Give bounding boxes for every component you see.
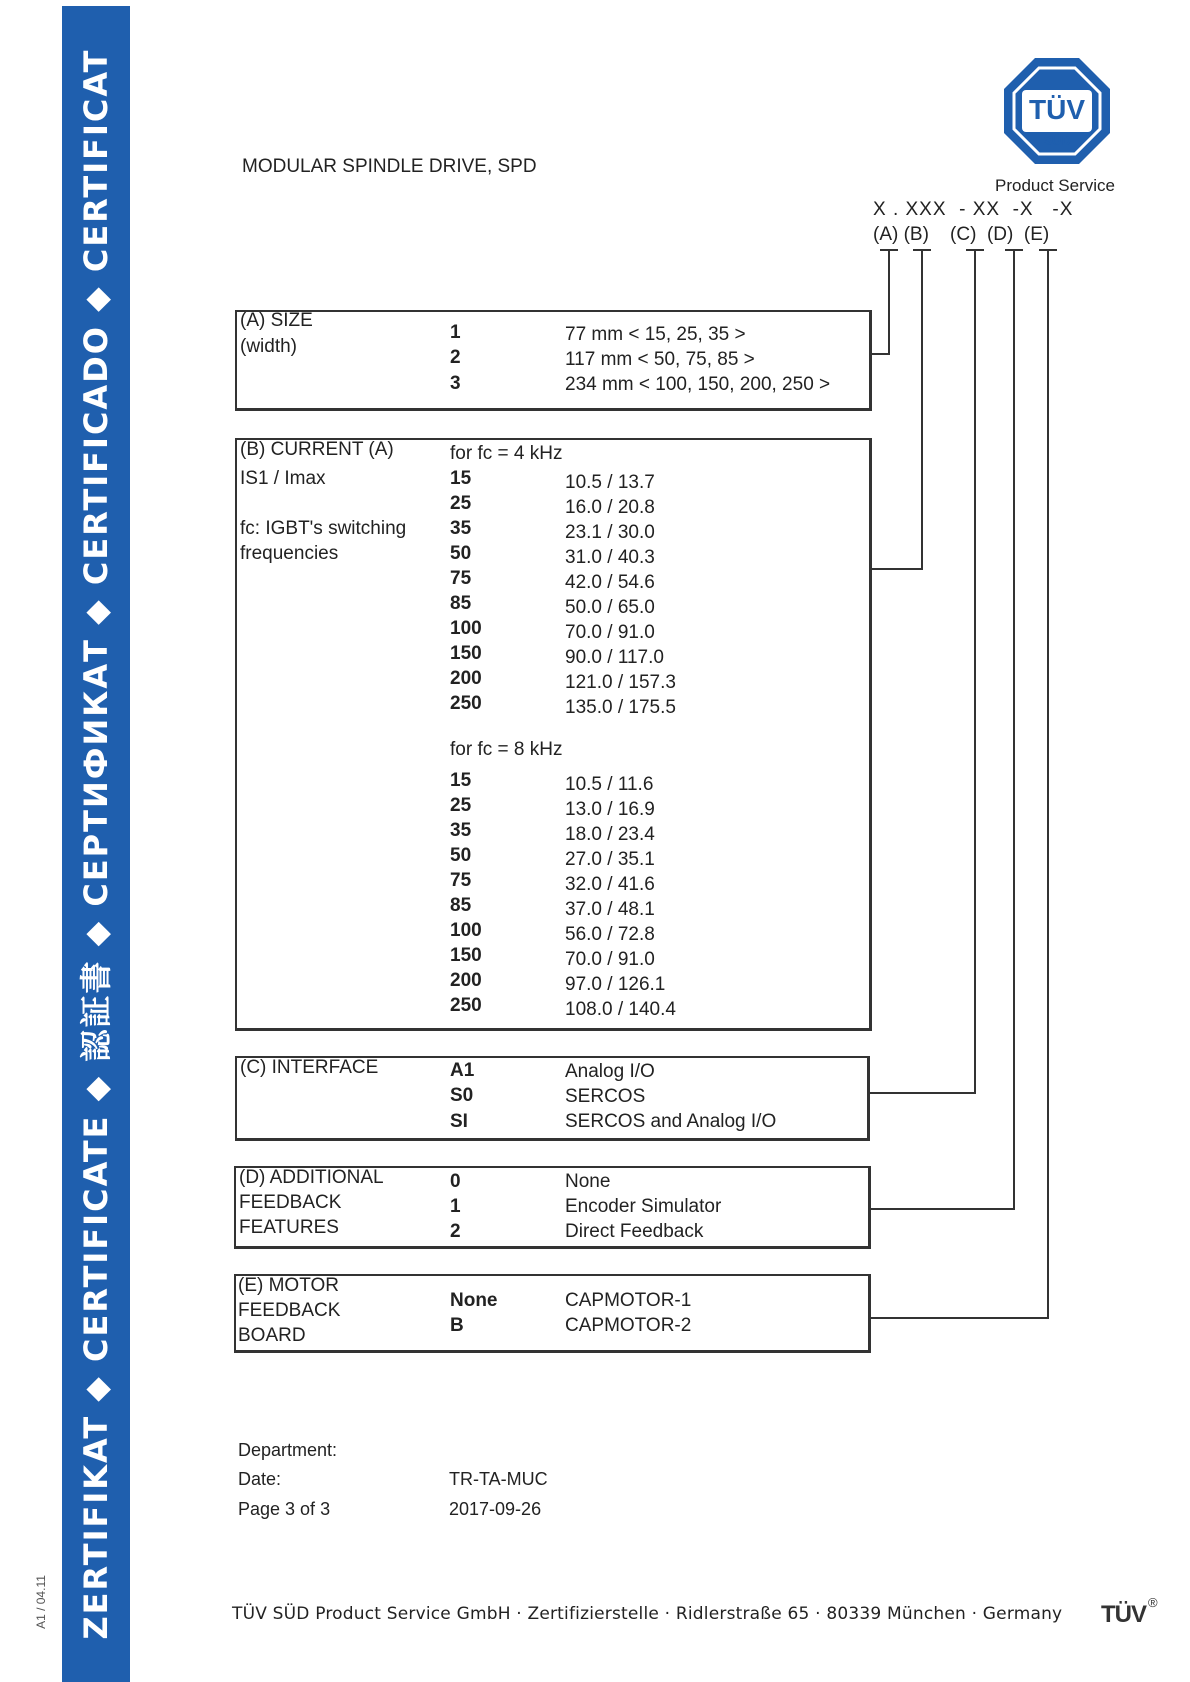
row-code: 200 bbox=[450, 668, 482, 689]
row-code: 35 bbox=[450, 820, 472, 841]
row-code: 100 bbox=[450, 618, 482, 639]
row-value: 70.0 / 91.0 bbox=[565, 949, 655, 970]
row-value: 27.0 / 35.1 bbox=[565, 849, 655, 870]
row-code: 50 bbox=[450, 543, 472, 564]
row-code: 85 bbox=[450, 593, 472, 614]
current-group1-row bbox=[450, 518, 850, 543]
footer-address: TÜV SÜD Product Service GmbH · Zertifizierstelle · Ridlerstraße 65 · 80339 München · Germany bbox=[232, 1604, 1063, 1624]
product-service-caption: Product Service bbox=[995, 176, 1115, 195]
row-value: 31.0 / 40.3 bbox=[565, 547, 655, 568]
motor-code-2: B bbox=[450, 1315, 464, 1336]
row-code: 35 bbox=[450, 518, 472, 539]
feedback-code-1: 0 bbox=[450, 1171, 461, 1192]
size-code-3: 3 bbox=[450, 373, 461, 394]
connector-d bbox=[869, 250, 1023, 1209]
current-group2-row bbox=[450, 770, 850, 795]
current-group2-row bbox=[450, 845, 850, 870]
document-title: MODULAR SPINDLE DRIVE, SPD bbox=[242, 156, 537, 177]
feedback-code-2: 1 bbox=[450, 1196, 461, 1217]
connector-e bbox=[869, 250, 1057, 1318]
row-code: 200 bbox=[450, 970, 482, 991]
row-code: 250 bbox=[450, 995, 482, 1016]
current-group1-row bbox=[450, 543, 850, 568]
row-code: 25 bbox=[450, 795, 472, 816]
feedback-code-3: 2 bbox=[450, 1221, 461, 1242]
footer-registered-mark: ® bbox=[1148, 1595, 1158, 1610]
size-value-3: 234 mm < 100, 150, 200, 250 > bbox=[565, 374, 831, 395]
current-group1-row bbox=[450, 493, 850, 518]
row-code: 50 bbox=[450, 845, 472, 866]
side-band-text: ZERTIFIKAT ◆ CERTIFICATE ◆ 認証書 ◆ СЕРТИФИКАТ ◆ CERTIFICADO ◆ CERTIFICAT bbox=[77, 48, 115, 1640]
row-code: 25 bbox=[450, 493, 472, 514]
connector-c bbox=[869, 250, 984, 1093]
connector-b bbox=[869, 250, 931, 569]
motor-code-1: None bbox=[450, 1290, 498, 1311]
current-group1-row bbox=[450, 693, 850, 718]
row-value: 70.0 / 91.0 bbox=[565, 622, 655, 643]
current-group2-title: for fc = 8 kHz bbox=[450, 739, 563, 760]
motor-value-1: CAPMOTOR-1 bbox=[565, 1290, 692, 1311]
motor-value-2: CAPMOTOR-2 bbox=[565, 1315, 692, 1336]
page-number: Page 3 of 3 bbox=[238, 1499, 331, 1519]
current-group1-row bbox=[450, 593, 850, 618]
size-code-1: 1 bbox=[450, 322, 461, 343]
row-code: 75 bbox=[450, 568, 472, 589]
row-value: 37.0 / 48.1 bbox=[565, 899, 655, 920]
logo-main-text: TÜV bbox=[1029, 94, 1085, 125]
current-group2-row bbox=[450, 995, 850, 1020]
row-code: 100 bbox=[450, 920, 482, 941]
feedback-value-2: Encoder Simulator bbox=[565, 1196, 722, 1217]
row-code: 75 bbox=[450, 870, 472, 891]
feedback-value-3: Direct Feedback bbox=[565, 1221, 704, 1242]
row-value: 108.0 / 140.4 bbox=[565, 999, 676, 1020]
logo-sub-text: SÜD bbox=[1043, 133, 1071, 148]
current-group1-list bbox=[450, 468, 850, 718]
interface-code-1: A1 bbox=[450, 1060, 475, 1081]
motor-heading-line2: FEEDBACK bbox=[238, 1300, 341, 1321]
current-note-line2: frequencies bbox=[240, 543, 339, 564]
department-value: TR-TA-MUC bbox=[449, 1469, 548, 1489]
current-group2-row bbox=[450, 945, 850, 970]
row-value: 13.0 / 16.9 bbox=[565, 799, 655, 820]
date-value: 2017-09-26 bbox=[449, 1499, 542, 1519]
current-group1-row bbox=[450, 668, 850, 693]
feedback-heading-line2: FEEDBACK bbox=[239, 1192, 342, 1213]
interface-code-2: S0 bbox=[450, 1085, 474, 1106]
current-group2-row bbox=[450, 870, 850, 895]
row-code: 150 bbox=[450, 945, 482, 966]
current-group1-row bbox=[450, 468, 850, 493]
interface-value-2: SERCOS bbox=[565, 1086, 646, 1107]
type-code: X . XXX - XX -X -X bbox=[873, 199, 1074, 220]
interface-code-3: SI bbox=[450, 1111, 468, 1132]
row-code: 15 bbox=[450, 770, 472, 791]
row-value: 56.0 / 72.8 bbox=[565, 924, 655, 945]
row-code: 250 bbox=[450, 693, 482, 714]
size-code-2: 2 bbox=[450, 347, 461, 368]
row-value: 121.0 / 157.3 bbox=[565, 672, 676, 693]
department-label: Department: bbox=[238, 1440, 338, 1460]
row-value: 23.1 / 30.0 bbox=[565, 522, 655, 543]
type-code-labels: (A) (B) (C) (D) (E) bbox=[873, 224, 1050, 245]
row-value: 18.0 / 23.4 bbox=[565, 824, 655, 845]
motor-heading-line3: BOARD bbox=[238, 1325, 306, 1346]
row-value: 32.0 / 41.6 bbox=[565, 874, 655, 895]
feedback-heading-line3: FEATURES bbox=[239, 1217, 339, 1238]
date-label: Date: bbox=[238, 1469, 282, 1489]
row-value: 10.5 / 11.6 bbox=[565, 774, 654, 795]
row-value: 90.0 / 117.0 bbox=[565, 647, 664, 668]
footer-tuv-logo: TÜV bbox=[1101, 1601, 1146, 1628]
current-group2-row bbox=[450, 920, 850, 945]
current-note-line1: fc: IGBT's switching bbox=[240, 518, 407, 539]
interface-value-3: SERCOS and Analog I/O bbox=[565, 1111, 777, 1132]
size-value-1: 77 mm < 15, 25, 35 > bbox=[565, 324, 746, 345]
current-heading: (B) CURRENT (A) bbox=[240, 439, 394, 460]
current-group2-row bbox=[450, 895, 850, 920]
connector-a bbox=[869, 250, 898, 354]
row-value: 135.0 / 175.5 bbox=[565, 697, 676, 718]
current-group2-row bbox=[450, 795, 850, 820]
current-group1-row bbox=[450, 618, 850, 643]
row-value: 16.0 / 20.8 bbox=[565, 497, 655, 518]
size-subheading: (width) bbox=[240, 336, 298, 357]
current-subheading: IS1 / Imax bbox=[240, 468, 326, 489]
current-group2-row bbox=[450, 820, 850, 845]
row-code: 150 bbox=[450, 643, 482, 664]
size-heading: (A) SIZE bbox=[240, 310, 313, 331]
row-value: 50.0 / 65.0 bbox=[565, 597, 655, 618]
current-group1-row bbox=[450, 568, 850, 593]
current-group2-row bbox=[450, 970, 850, 995]
row-code: 85 bbox=[450, 895, 472, 916]
motor-heading-line1: (E) MOTOR bbox=[238, 1275, 339, 1296]
interface-value-1: Analog I/O bbox=[565, 1061, 655, 1082]
row-value: 97.0 / 126.1 bbox=[565, 974, 666, 995]
form-number: A1 / 04.11 bbox=[34, 1575, 48, 1629]
row-value: 42.0 / 54.6 bbox=[565, 572, 655, 593]
feedback-value-1: None bbox=[565, 1171, 611, 1192]
current-group1-row bbox=[450, 643, 850, 668]
current-group1-title: for fc = 4 kHz bbox=[450, 443, 563, 464]
feedback-heading-line1: (D) ADDITIONAL bbox=[239, 1167, 384, 1188]
size-value-2: 117 mm < 50, 75, 85 > bbox=[565, 349, 755, 370]
interface-heading: (C) INTERFACE bbox=[240, 1057, 379, 1078]
current-group2-list bbox=[450, 770, 850, 1020]
row-code: 15 bbox=[450, 468, 472, 489]
row-value: 10.5 / 13.7 bbox=[565, 472, 655, 493]
